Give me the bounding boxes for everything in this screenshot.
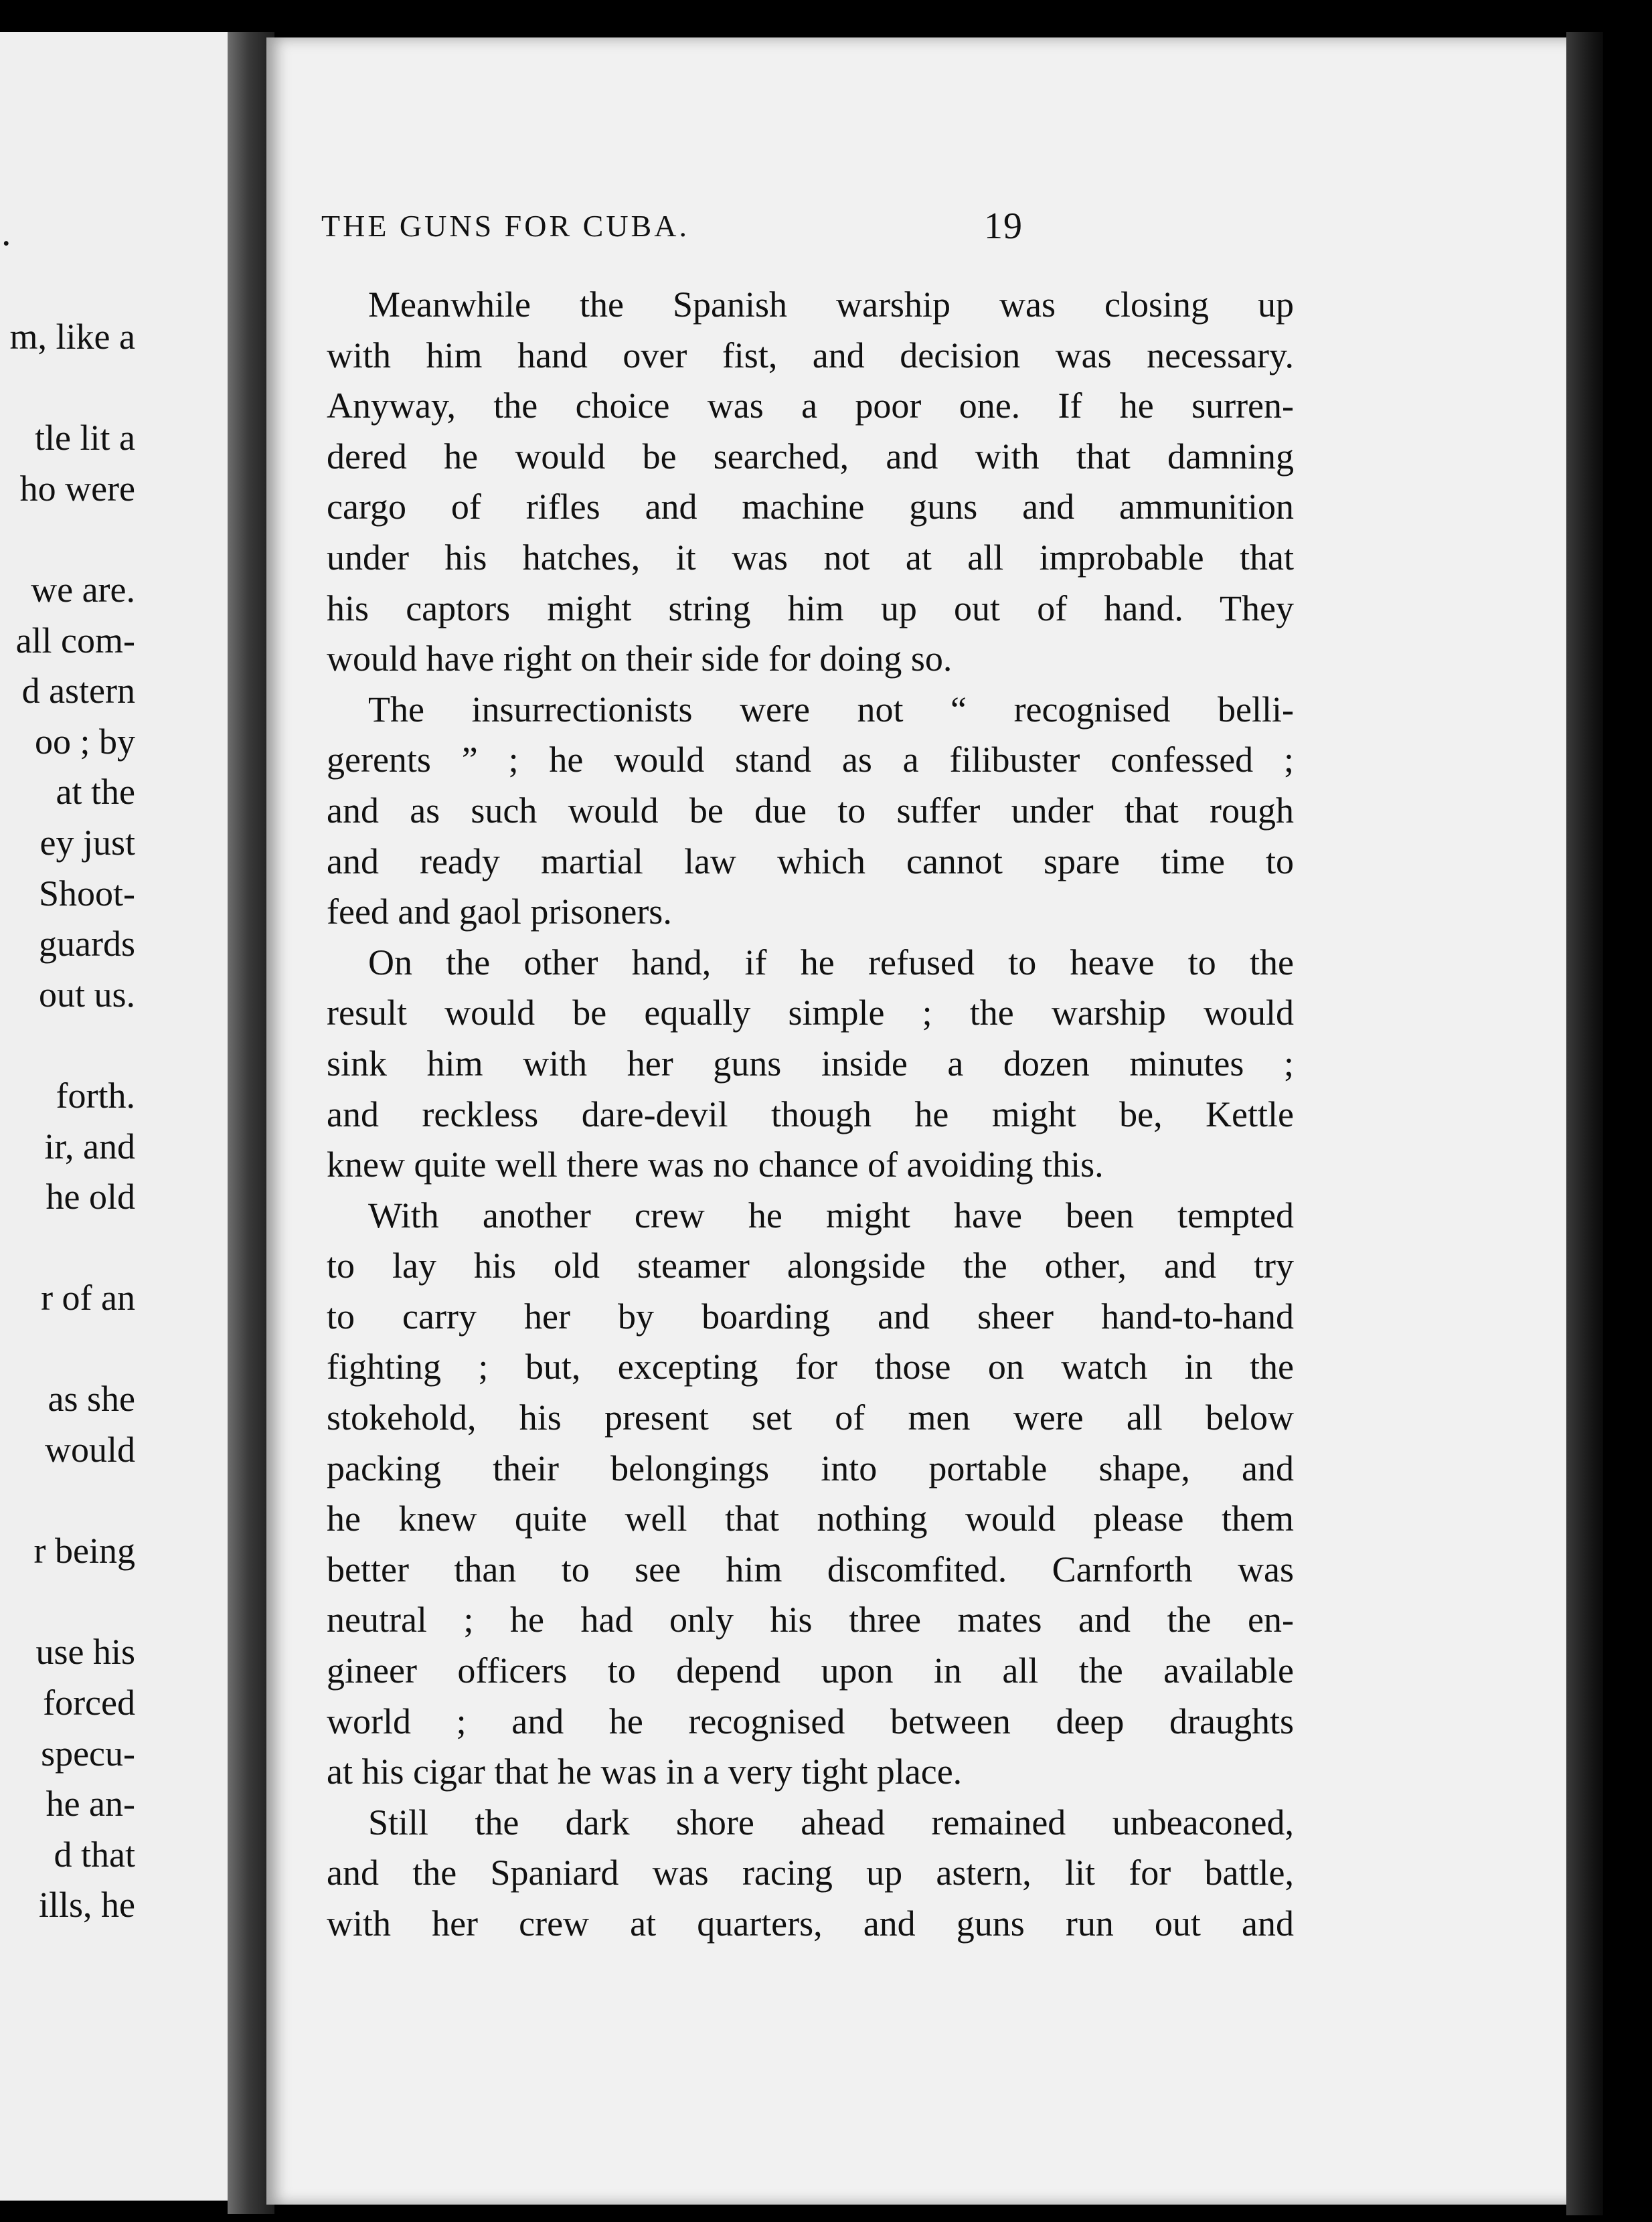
page-number: 19	[984, 205, 1023, 247]
running-head	[0, 199, 1652, 253]
text-line: neutral ; he had only his three mates and the en-	[327, 1600, 1294, 1640]
text-line: and ready martial law which cannot spare time to	[327, 841, 1294, 881]
left-page-line: he old	[46, 1177, 135, 1217]
left-page-text-column	[10, 312, 135, 1931]
left-page-line: he an-	[46, 1784, 135, 1824]
left-page-line: we are.	[31, 569, 135, 610]
body-text	[327, 280, 1294, 1950]
text-line: The insurrectionists were not “ recognised belli-	[368, 689, 1294, 730]
text-line: cargo of rifles and machine guns and ammunition	[327, 487, 1294, 527]
left-page-line: m, like a	[9, 317, 135, 357]
page-edge-shadow	[1566, 32, 1603, 2215]
running-head-title: THE GUNS FOR CUBA.	[321, 209, 689, 243]
text-line: gerents ” ; he would stand as a filibuster confessed ;	[327, 740, 1294, 780]
left-page-line	[10, 363, 135, 414]
text-line: sink him with her guns inside a dozen minutes ;	[327, 1043, 1294, 1084]
left-page-line: would	[45, 1430, 135, 1470]
text-line: at his cigar that he was in a very tight place.	[327, 1751, 963, 1792]
left-page-line	[10, 1324, 135, 1375]
left-page-line: Shoot-	[38, 873, 135, 914]
text-line: knew quite well there was no chance of avoiding this.	[327, 1144, 1104, 1185]
left-page-line: ho were	[19, 468, 135, 509]
left-page-line: specu-	[41, 1733, 135, 1774]
left-page-line: forth.	[56, 1075, 135, 1116]
text-line: and reckless dare-devil though he might be, Kettle	[327, 1094, 1294, 1134]
left-page-line: use his	[35, 1632, 135, 1673]
left-page-line: out us.	[38, 974, 135, 1015]
text-line: with her crew at quarters, and guns run out and	[327, 1903, 1294, 1944]
text-line: stokehold, his present set of men were all below	[327, 1397, 1294, 1438]
text-line: to carry her by boarding and sheer hand-to-hand	[327, 1296, 1294, 1337]
text-line: would have right on their side for doing so.	[327, 638, 953, 679]
text-line: On the other hand, if he refused to heave to the	[368, 942, 1294, 982]
left-page-line: tle lit a	[35, 418, 135, 458]
left-page-line	[10, 1476, 135, 1527]
left-page-line: forced	[43, 1683, 135, 1723]
left-page-line: ills, he	[39, 1885, 135, 1926]
text-line: and as such would be due to suffer under that rough	[327, 790, 1294, 831]
left-facing-page	[0, 32, 228, 2201]
left-page-line	[10, 1577, 135, 1628]
text-line: fighting ; but, excepting for those on watch in the	[327, 1347, 1294, 1387]
left-page-line: ey just	[39, 822, 135, 863]
text-line: result would be equally simple ; the warship would	[327, 993, 1294, 1033]
text-line: his captors might string him up out of hand. They	[327, 588, 1294, 628]
left-page-line: d astern	[21, 671, 135, 711]
text-line: packing their belongings into portable shape, and	[327, 1448, 1294, 1488]
left-page-line: as she	[48, 1379, 135, 1420]
left-page-line: ir, and	[44, 1126, 135, 1167]
text-line: With another crew he might have been tempted	[368, 1195, 1294, 1235]
left-page-line: all com-	[15, 620, 135, 661]
left-page-line	[10, 514, 135, 565]
left-page-line	[10, 1020, 135, 1071]
left-page-line: d that	[54, 1834, 135, 1875]
text-line: under his hatches, it was not at all improbable that	[327, 537, 1294, 578]
text-line: world ; and he recognised between deep draughts	[327, 1701, 1294, 1741]
text-line: Still the dark shore ahead remained unbeaconed,	[368, 1802, 1294, 1843]
text-line: with him hand over fist, and decision was necessary.	[327, 335, 1294, 375]
left-page-line: guards	[39, 924, 135, 964]
text-line: and the Spaniard was racing up astern, lit for battle,	[327, 1853, 1294, 1893]
text-line: Meanwhile the Spanish warship was closing up	[368, 284, 1294, 325]
text-line: feed and gaol prisoners.	[327, 891, 672, 932]
left-page-line	[10, 1223, 135, 1274]
text-line: Anyway, the choice was a poor one. If he surren-	[327, 386, 1294, 426]
left-running-head-fragment: .	[1, 210, 11, 254]
left-page-line: r of an	[41, 1278, 135, 1318]
text-line: to lay his old steamer alongside the other, and try	[327, 1246, 1294, 1286]
text-line: dered he would be searched, and with that damning	[327, 436, 1294, 477]
text-line: he knew quite well that nothing would please them	[327, 1499, 1294, 1539]
text-line: gineer officers to depend upon in all the available	[327, 1650, 1294, 1691]
left-page-line: at the	[56, 772, 135, 813]
text-line: better than to see him discomfited. Carnforth was	[327, 1549, 1294, 1590]
left-page-line: oo ; by	[34, 721, 135, 762]
left-page-line: r being	[33, 1531, 135, 1571]
